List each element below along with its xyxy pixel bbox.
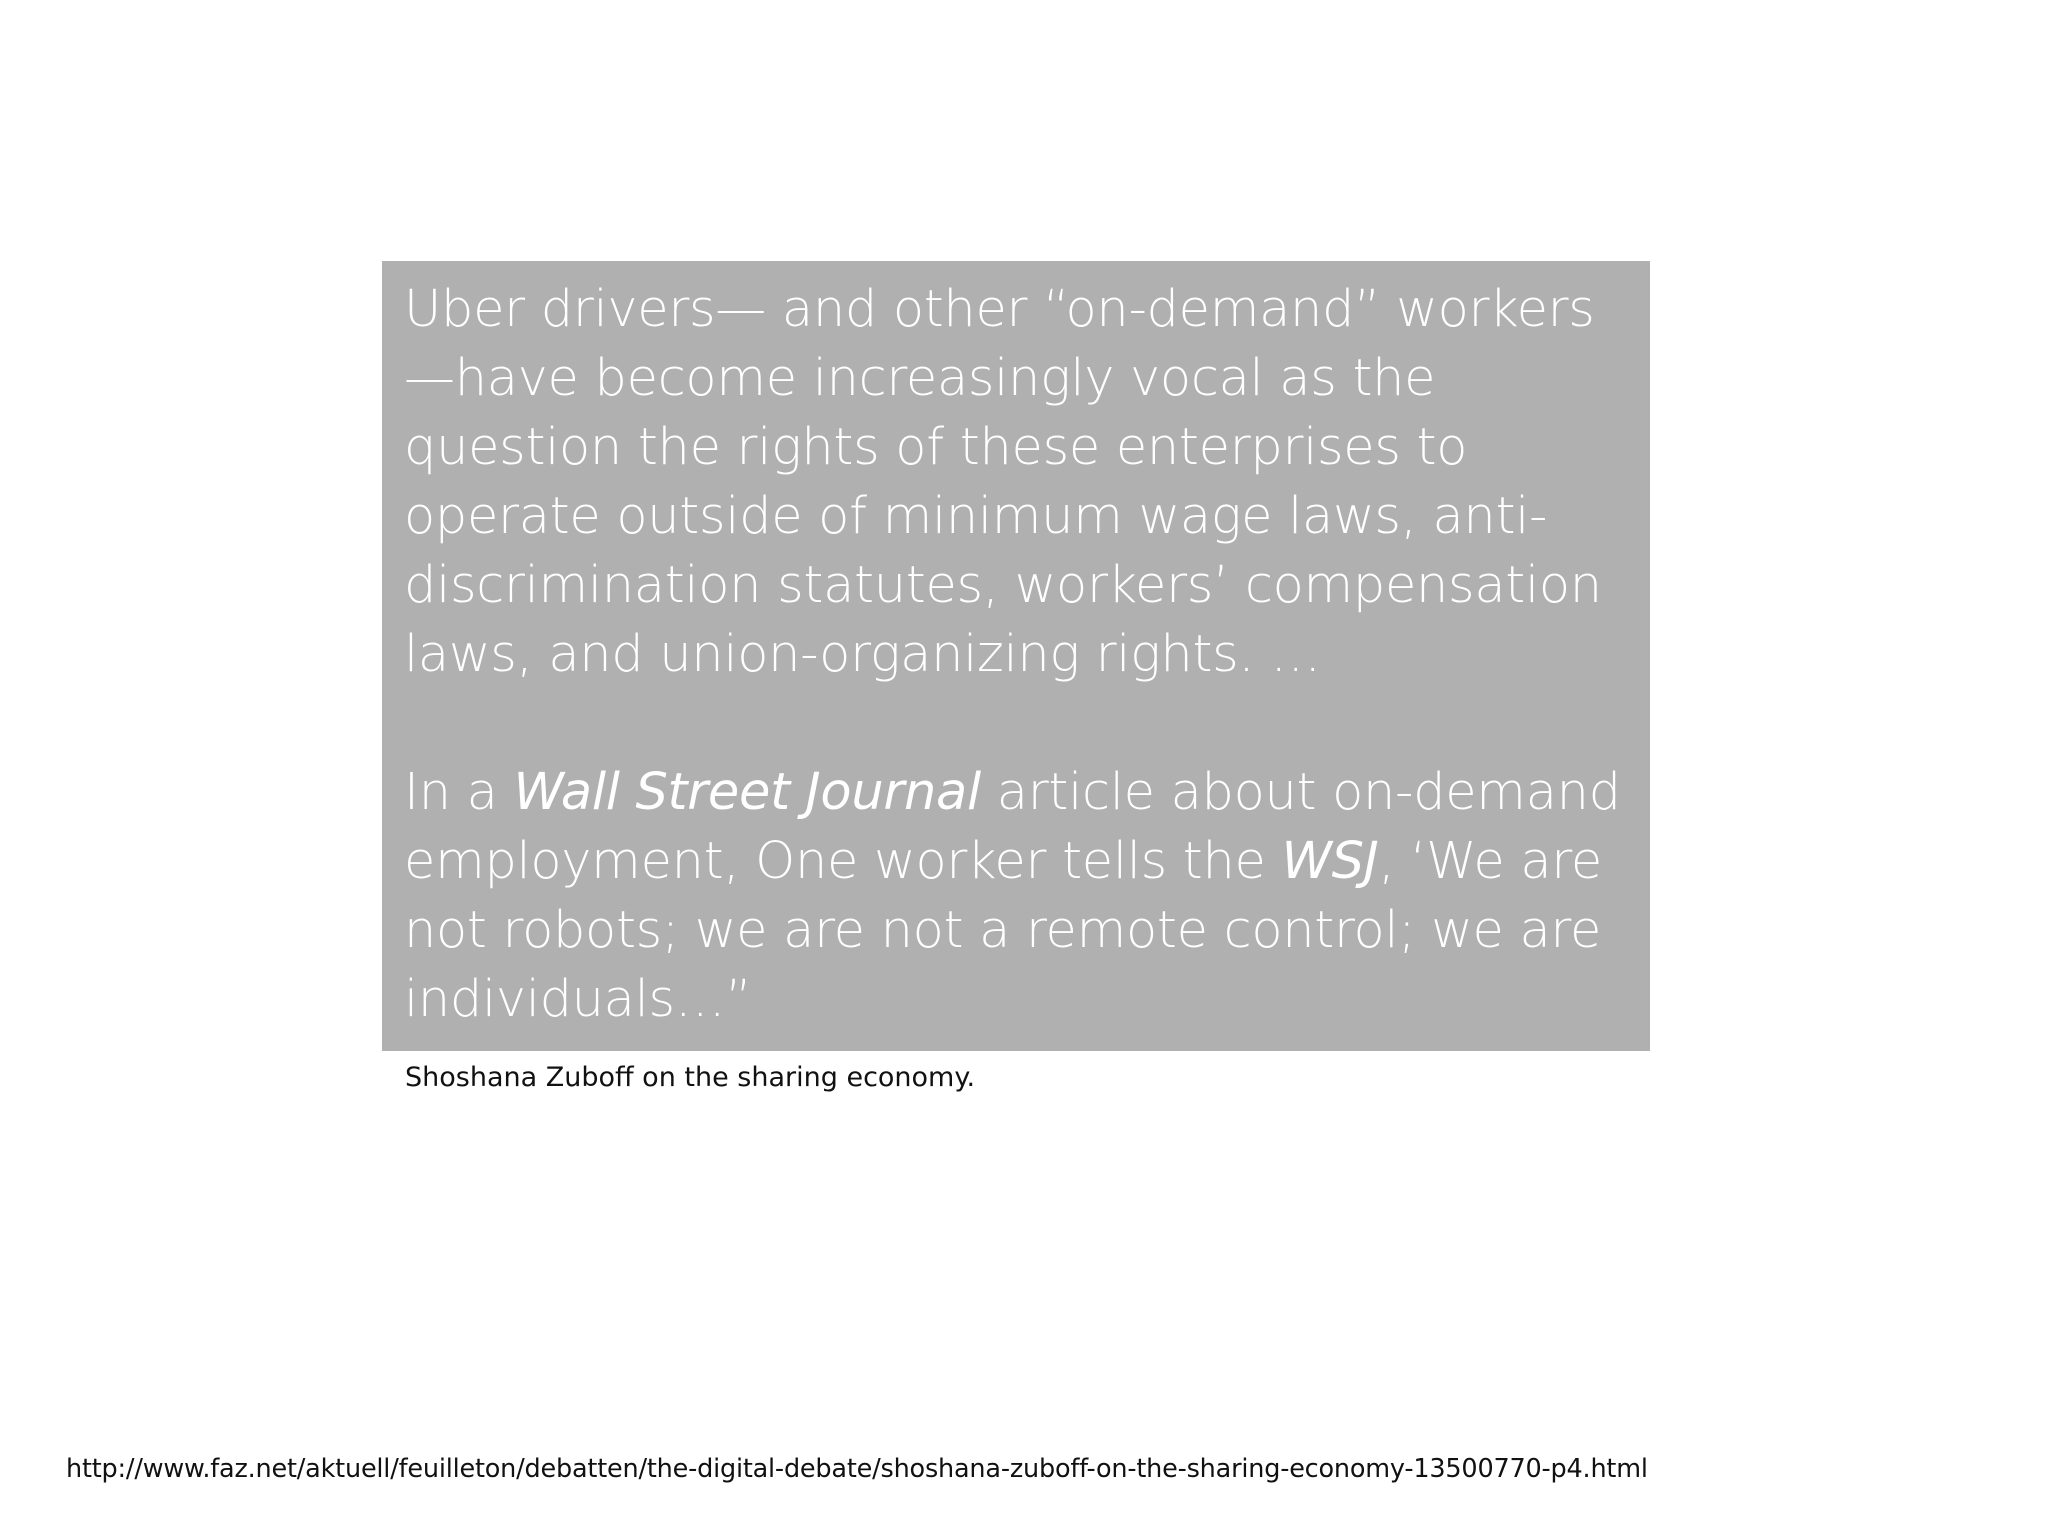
publication-title: Wall Street Journal bbox=[513, 763, 981, 822]
quote-text: , ‘We are not robots; we are not a remote control; we are individuals…” bbox=[404, 832, 1602, 1029]
quote-box bbox=[382, 261, 1650, 1051]
publication-abbreviation: WSJ bbox=[1281, 832, 1379, 891]
quote-text: article about on-demand employment, One worker tells the bbox=[404, 763, 1621, 891]
source-url: http://www.faz.net/aktuell/feuilleton/debatten/the-digital-debate/shoshana-zuboff-on-the-sharing-economy-13500770-p4.html bbox=[66, 1454, 1648, 1484]
quote-caption: Shoshana Zuboff on the sharing economy. bbox=[405, 1062, 976, 1093]
quote-paragraph-2 bbox=[404, 758, 1628, 1034]
quote-text: In a bbox=[404, 763, 514, 822]
quote-paragraph-1: Uber drivers— and other “on-demand” workers—have become increasingly vocal as the question the rights of these enterprises to operate outside of minimum wage laws, anti-discrimination statutes, workers’ compensation laws, and union-organizing rights. … bbox=[404, 280, 1602, 684]
